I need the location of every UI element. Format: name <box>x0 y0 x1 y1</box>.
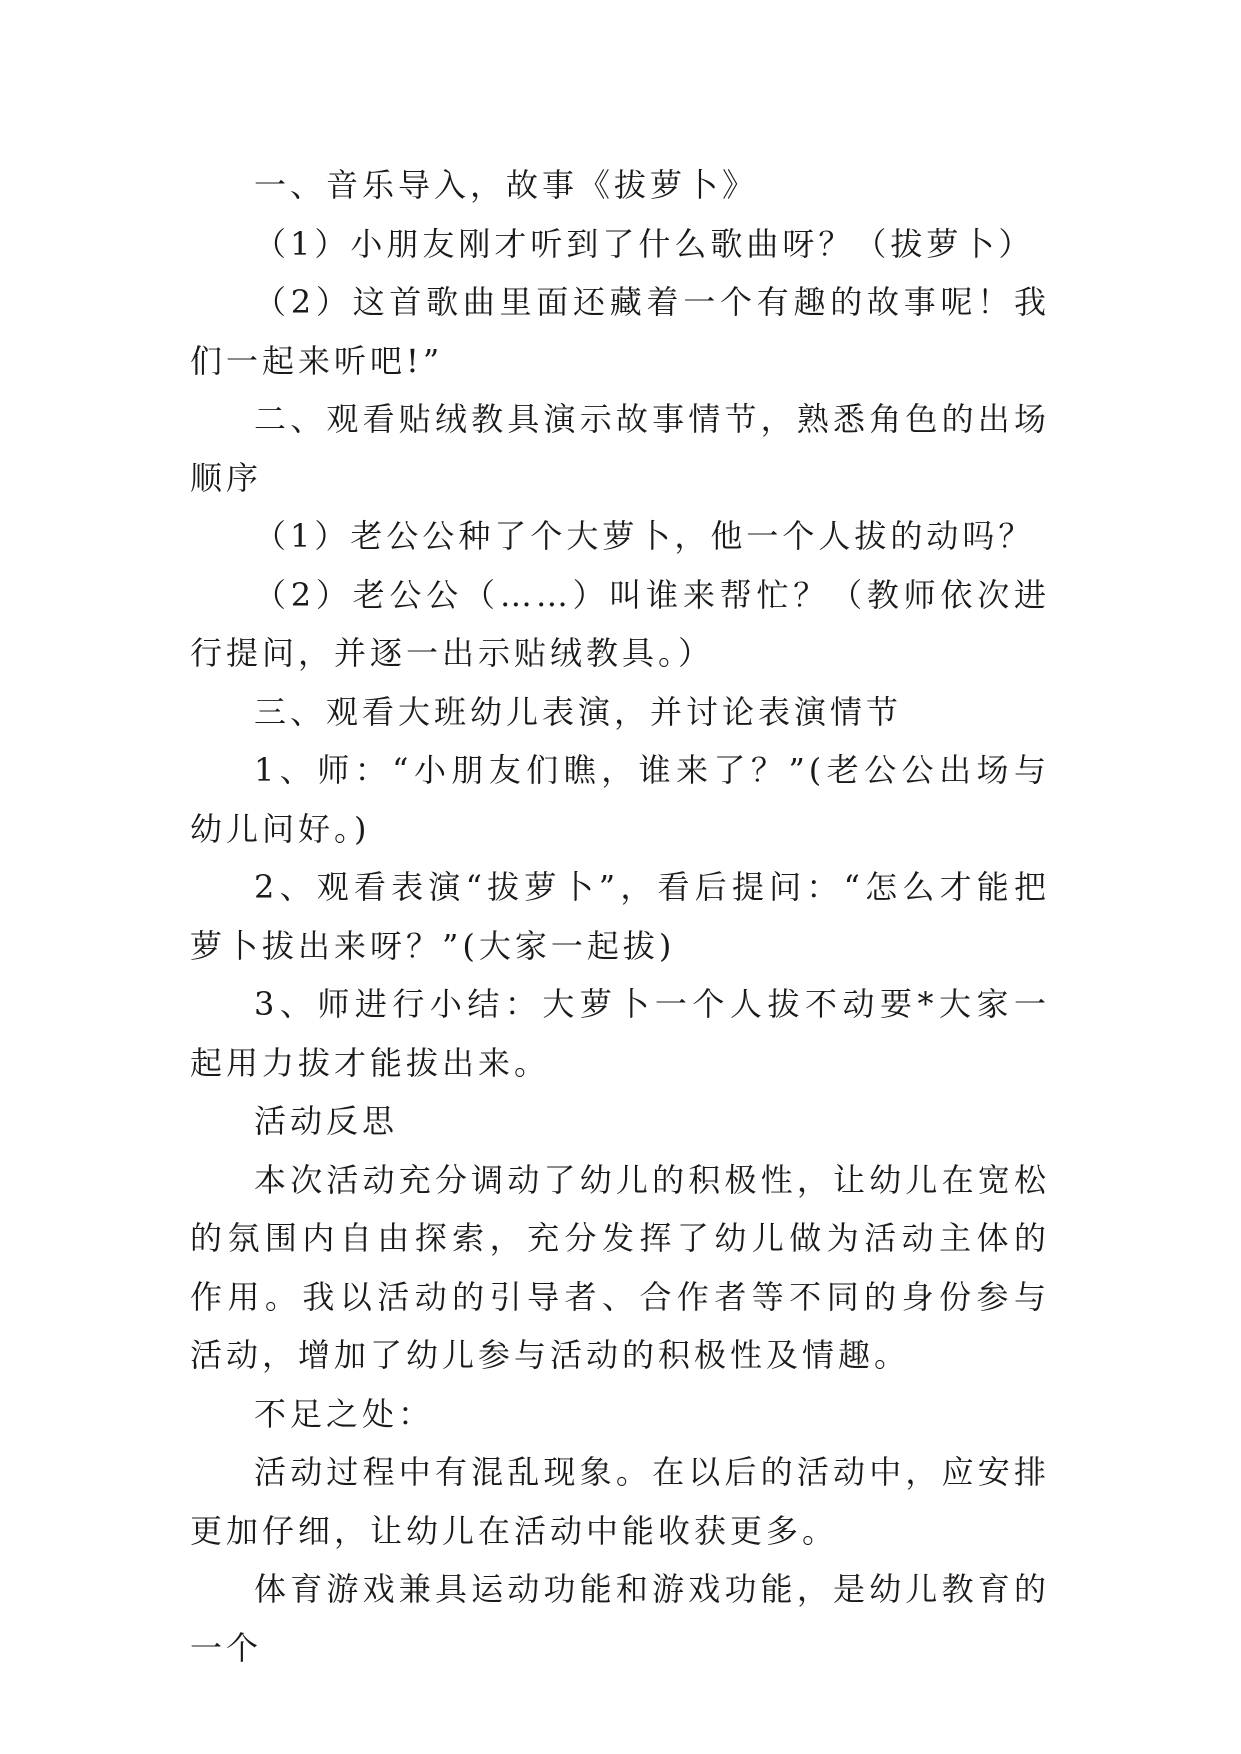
section-heading <box>190 1092 1050 1151</box>
paragraph-text: 三、观看大班幼儿表演，并讨论表演情节 <box>254 692 903 731</box>
body-paragraph <box>190 1560 1050 1677</box>
section-heading <box>190 156 1050 215</box>
section-heading <box>190 683 1050 742</box>
paragraph-text: （2）这首歌曲里面还藏着一个有趣的故事呢！我们一起来听吧!” <box>190 283 1050 380</box>
paragraph-text: 本次活动充分调动了幼儿的积极性，让幼儿在宽松的氛围内自由探索，充分发挥了幼儿做为活动主体的作用。我以活动的引导者、合作者等不同的身份参与活动，增加了幼儿参与活动的积极性及情趣。 <box>190 1160 1050 1374</box>
question-paragraph <box>190 215 1050 274</box>
body-paragraph <box>190 1151 1050 1385</box>
paragraph-text: 2、观看表演“拔萝卜”，看后提问：“怎么才能把萝卜拔出来呀？”(大家一起拔) <box>190 868 1050 965</box>
paragraph-text: 不足之处： <box>254 1394 435 1433</box>
list-item-paragraph <box>190 741 1050 858</box>
paragraph-text: （1）小朋友刚才听到了什么歌曲呀？（拔萝卜） <box>254 224 1035 263</box>
paragraph-text: 活动反思 <box>254 1102 399 1140</box>
paragraph-text: （1）老公公种了个大萝卜，他一个人拔的动吗？ <box>254 517 1035 555</box>
paragraph-text: （2）老公公（……）叫谁来帮忙？（教师依次进行提问，并逐一出示贴绒教具。） <box>190 575 1050 672</box>
paragraph-text: 3、师进行小结：大萝卜一个人拔不动要*大家一起用力拔才能拔出来。 <box>190 985 1050 1082</box>
question-paragraph <box>190 507 1050 566</box>
section-heading <box>190 390 1050 507</box>
list-item-paragraph <box>190 975 1050 1092</box>
section-heading <box>190 1385 1050 1444</box>
document-body <box>190 156 1050 1677</box>
paragraph-text: 一、音乐导入，故事《拔萝卜》 <box>254 166 759 204</box>
paragraph-text: 活动过程中有混乱现象。在以后的活动中，应安排更加仔细，让幼儿在活动中能收获更多。 <box>190 1453 1050 1550</box>
paragraph-text: 体育游戏兼具运动功能和游戏功能，是幼儿教育的一个 <box>190 1570 1050 1667</box>
question-paragraph <box>190 566 1050 683</box>
paragraph-text: 二、观看贴绒教具演示故事情节，熟悉角色的出场顺序 <box>190 400 1050 497</box>
list-item-paragraph <box>190 858 1050 975</box>
question-paragraph <box>190 273 1050 390</box>
body-paragraph <box>190 1443 1050 1560</box>
paragraph-text: 1、师：“小朋友们瞧，谁来了？”(老公公出场与幼儿问好。) <box>190 751 1050 848</box>
